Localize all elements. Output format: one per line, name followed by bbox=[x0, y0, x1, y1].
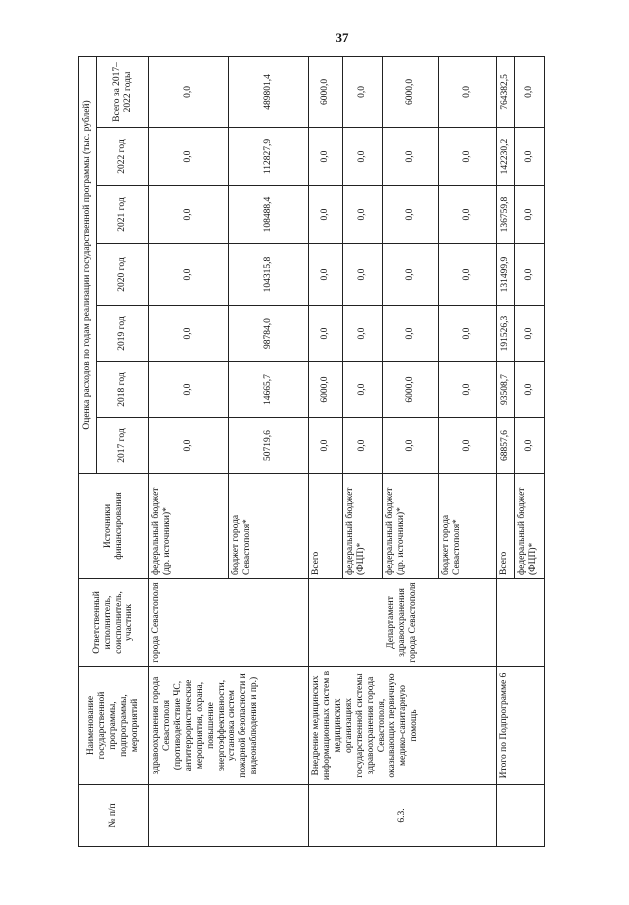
value-cell: 0,0 bbox=[343, 306, 383, 362]
row-name: Внедрение медицинских информационных систем в медицинских организациях государственной системы здравоохранения города Севастополя, оказывающих первичную медико-санитарную помощь bbox=[309, 667, 497, 785]
value-cell: 0,0 bbox=[515, 244, 545, 306]
value-cell: 191526,3 bbox=[497, 306, 515, 362]
value-cell: 0,0 bbox=[309, 186, 343, 244]
value-cell: 0,0 bbox=[383, 418, 439, 474]
row-responsible: города Севастополя bbox=[149, 579, 309, 667]
value-cell-total: 6000,0 bbox=[309, 56, 343, 127]
value-cell: 0,0 bbox=[515, 186, 545, 244]
value-cell: 0,0 bbox=[149, 128, 229, 186]
value-cell: 93508,7 bbox=[497, 362, 515, 418]
header-num: № п/п bbox=[79, 785, 149, 847]
value-cell: 0,0 bbox=[515, 306, 545, 362]
value-cell: 0,0 bbox=[439, 418, 497, 474]
value-cell: 0,0 bbox=[439, 186, 497, 244]
value-cell: 0,0 bbox=[439, 306, 497, 362]
header-responsible: Ответственный исполнитель, соисполнитель, участник bbox=[79, 579, 149, 667]
value-cell: 142230,2 bbox=[497, 128, 515, 186]
value-cell: 131499,9 bbox=[497, 244, 515, 306]
value-cell: 0,0 bbox=[149, 244, 229, 306]
value-cell-total: 6000,0 bbox=[383, 56, 439, 127]
source-label: Всего bbox=[309, 474, 343, 579]
source-label: бюджет города Севастополя* bbox=[439, 474, 497, 579]
value-cell: 0,0 bbox=[149, 186, 229, 244]
row-responsible: Департамент здравоохранения города Севастополя bbox=[309, 579, 497, 667]
row-num: 6.3. bbox=[309, 785, 497, 847]
value-cell: 0,0 bbox=[343, 128, 383, 186]
value-cell: 98784,0 bbox=[229, 306, 309, 362]
value-cell: 0,0 bbox=[383, 128, 439, 186]
value-cell: 68857,6 bbox=[497, 418, 515, 474]
value-cell: 50719,6 bbox=[229, 418, 309, 474]
source-label: федеральный бюджет (др. источники)* bbox=[149, 474, 229, 579]
header-year: 2019 год bbox=[97, 306, 149, 362]
value-cell: 0,0 bbox=[309, 128, 343, 186]
value-cell: 0,0 bbox=[439, 362, 497, 418]
value-cell: 6000,0 bbox=[309, 362, 343, 418]
value-cell: 108488,4 bbox=[229, 186, 309, 244]
page-number: 37 bbox=[335, 30, 349, 45]
row-name: Итого по Подпрограмме 6 bbox=[497, 667, 545, 785]
value-cell: 136759,8 bbox=[497, 186, 515, 244]
value-cell: 0,0 bbox=[149, 362, 229, 418]
budget-table bbox=[78, 57, 544, 847]
row-num bbox=[149, 785, 309, 847]
value-cell: 0,0 bbox=[515, 128, 545, 186]
value-cell: 0,0 bbox=[343, 418, 383, 474]
value-cell-total: 0,0 bbox=[439, 56, 497, 127]
row-responsible bbox=[497, 579, 545, 667]
row-name: здравоохранения города Севастополя (противодействие ЧС, антитеррористические мероприятия, охрана, повышение энергоэффективности, установка систем пожарной безопасности и видеонаблюдения и пр.) bbox=[149, 667, 309, 785]
value-cell: 0,0 bbox=[149, 306, 229, 362]
header-year: 2021 год bbox=[97, 186, 149, 244]
value-cell: 0,0 bbox=[515, 418, 545, 474]
value-cell: 14665,7 bbox=[229, 362, 309, 418]
value-cell: 0,0 bbox=[309, 306, 343, 362]
value-cell: 0,0 bbox=[383, 244, 439, 306]
value-cell: 112827,9 bbox=[229, 128, 309, 186]
header-year: 2020 год bbox=[97, 244, 149, 306]
value-cell: 0,0 bbox=[343, 362, 383, 418]
expenditure-table bbox=[78, 56, 545, 847]
value-cell: 0,0 bbox=[343, 244, 383, 306]
value-cell-total: 0,0 bbox=[149, 56, 229, 127]
value-cell: 0,0 bbox=[439, 244, 497, 306]
header-sources: Источники финансирования bbox=[79, 474, 149, 579]
header-year: 2022 год bbox=[97, 128, 149, 186]
value-cell: 104315,8 bbox=[229, 244, 309, 306]
header-year: 2018 год bbox=[97, 362, 149, 418]
value-cell: 0,0 bbox=[309, 244, 343, 306]
value-cell: 0,0 bbox=[343, 186, 383, 244]
source-label: бюджет города Севастополя* bbox=[229, 474, 309, 579]
value-cell-total: 0,0 bbox=[515, 56, 545, 127]
source-label: федеральный бюджет (ФЦП)* bbox=[515, 474, 545, 579]
rotated-table-wrapper bbox=[78, 57, 544, 847]
value-cell: 6000,0 bbox=[383, 362, 439, 418]
source-label: федеральный бюджет (др. источники)* bbox=[383, 474, 439, 579]
value-cell: 0,0 bbox=[383, 186, 439, 244]
value-cell-total: 0,0 bbox=[343, 56, 383, 127]
value-cell: 0,0 bbox=[383, 306, 439, 362]
source-label: Всего bbox=[497, 474, 515, 579]
value-cell-total: 764382,5 bbox=[497, 56, 515, 127]
value-cell: 0,0 bbox=[149, 418, 229, 474]
value-cell-total: 489801,4 bbox=[229, 56, 309, 127]
source-label: федеральный бюджет (ФЦП)* bbox=[343, 474, 383, 579]
value-cell: 0,0 bbox=[309, 418, 343, 474]
row-num bbox=[497, 785, 545, 847]
value-cell: 0,0 bbox=[439, 128, 497, 186]
value-cell: 0,0 bbox=[515, 362, 545, 418]
header-estimate-group: Оценка расходов по годам реализации государственной программы (тыс. рублей) bbox=[79, 56, 97, 473]
header-year: 2017 год bbox=[97, 418, 149, 474]
header-name: Наименование государственной программы, подпрограммы, мероприятий bbox=[79, 667, 149, 785]
header-total: Всего за 2017–2022 годы bbox=[97, 56, 149, 127]
